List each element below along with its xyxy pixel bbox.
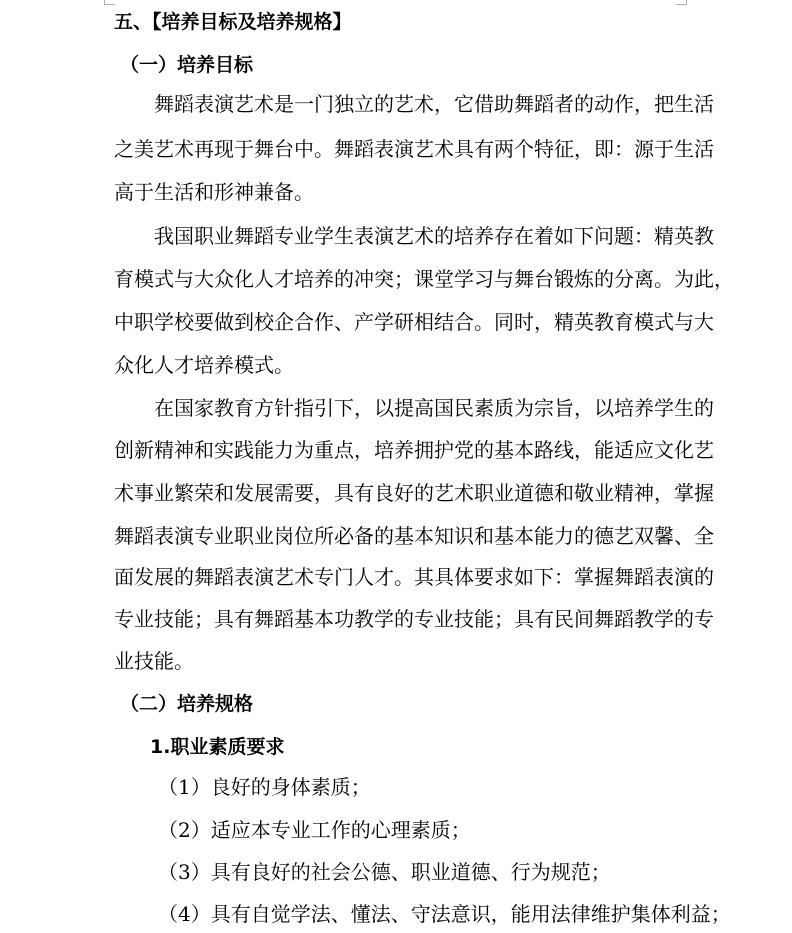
- paragraph-line: 高于生活和形神兼备。: [114, 180, 314, 204]
- spec-heading: （二）培养规格: [120, 693, 254, 715]
- paragraph-line: 众化人才培养模式。: [114, 353, 294, 377]
- paragraph-line: 业技能。: [114, 649, 194, 673]
- paragraph-line: 我国职业舞蹈专业学生表演艺术的培养存在着如下问题：精英教: [154, 224, 714, 248]
- list-item: （1）良好的身体素质；: [158, 775, 371, 799]
- paragraph-line: 面发展的舞蹈表演艺术专门人才。其具体要求如下：掌握舞蹈表演的: [114, 565, 714, 589]
- list-item: （3）具有良好的社会公德、职业道德、行为规范；: [158, 860, 611, 884]
- list-item: （2）适应本专业工作的心理素质；: [158, 818, 471, 842]
- paragraph-line: 育模式与大众化人才培养的冲突；课堂学习与舞台锻炼的分离。为此，: [114, 267, 734, 291]
- paragraph-line: 中职学校要做到校企合作、产学研相结合。同时，精英教育模式与大: [114, 310, 714, 334]
- paragraph-line: 在国家教育方针指引下，以提高国民素质为宗旨，以培养学生的: [154, 396, 714, 420]
- paragraph-line: 创新精神和实践能力为重点，培养拥护党的基本路线，能适应文化艺: [114, 438, 714, 462]
- paragraph-line: 舞蹈表演艺术是一门独立的艺术，它借助舞蹈者的动作，把生活: [154, 92, 714, 116]
- paragraph-line: 术事业繁荣和发展需要，具有良好的艺术职业道德和敬业精神，掌握: [114, 481, 714, 505]
- list-item: （4）具有自觉学法、懂法、守法意识，能用法律维护集体利益；: [158, 902, 731, 926]
- section-title: 五、【培养目标及培养规格】: [114, 11, 352, 33]
- quality-heading: 1.职业素质要求: [150, 736, 285, 758]
- paragraph-line: 之美艺术再现于舞台中。舞蹈表演艺术具有两个特征，即：源于生活: [114, 137, 714, 161]
- goals-heading: （一）培养目标: [120, 54, 254, 76]
- paragraph-line: 专业技能；具有舞蹈基本功教学的专业技能；具有民间舞蹈教学的专: [114, 607, 714, 631]
- page-corner-mark-right: [676, 0, 687, 5]
- paragraph-line: 舞蹈表演专业职业岗位所必备的基本知识和基本能力的德艺双馨、全: [114, 524, 714, 548]
- page-corner-mark-left: [104, 0, 115, 5]
